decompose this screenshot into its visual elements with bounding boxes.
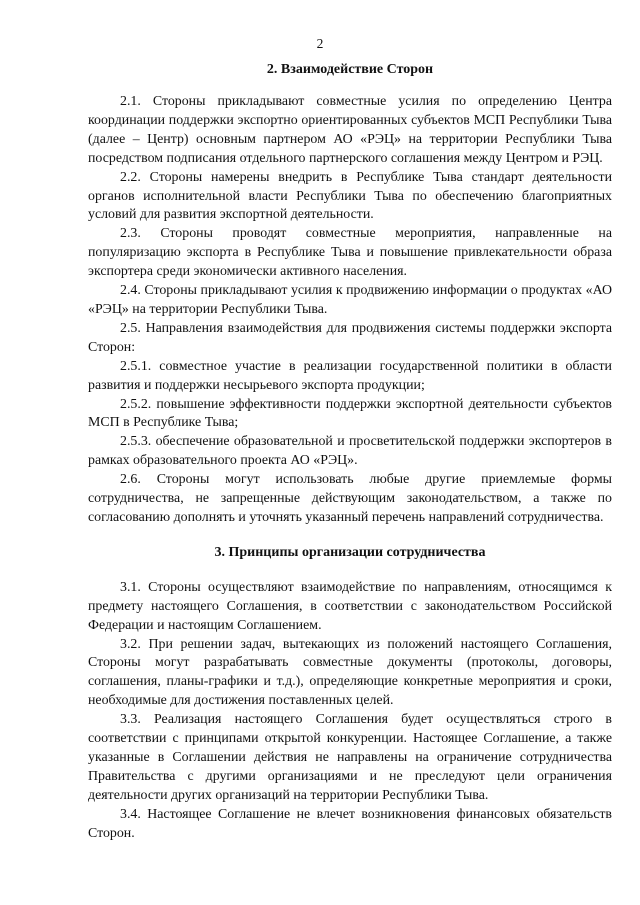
paragraph-3-4: 3.4. Настоящее Соглашение не влечет возникновения финансовых обязательств Сторон.: [88, 806, 612, 841]
page-number: 2: [316, 36, 324, 51]
paragraph-2-5-3: 2.5.3. обеспечение образовательной и просветительской поддержки экспортеров в рамках образовательного проекта АО «РЭЦ».: [88, 434, 612, 469]
paragraph-2-5-1: 2.5.1. совместное участие в реализации государственной политики в области развития и поддержки несырьевого экспорта продукции;: [88, 358, 612, 393]
paragraph-2-3: 2.3. Стороны проводят совместные мероприятия, направленные на популяризацию экспорта в Республике Тыва и повышение привлекательности образа экспортера среди экономически активного населения.: [88, 226, 612, 280]
section-3-heading: 3. Принципы организации сотрудничества: [214, 544, 486, 560]
document-body: [88, 60, 612, 844]
paragraph-2-1: 2.1. Стороны прикладывают совместные усилия по определению Центра координации поддержки экспортно ориентированных субъектов МСП Республики Тыва (далее – Центр) основным партнером АО «РЭЦ» на территории Республики Тыва посредством подписания отдельного партнерского соглашения между Центром и РЭЦ.: [88, 94, 612, 166]
paragraph-2-4: 2.4. Стороны прикладывают усилия к продвижению информации о продуктах «АО «РЭЦ» на территории Республики Тыва.: [88, 283, 612, 317]
section-3-body: [88, 579, 612, 844]
section-2-heading: 2. Взаимодействие Сторон: [266, 62, 434, 77]
paragraph-2-2: 2.2. Стороны намерены внедрить в Республике Тыва стандарт деятельности органов исполнительной власти Республики Тыва по обеспечению благоприятных условий для развития экспортной деятельности.: [88, 169, 612, 223]
paragraph-3-1: 3.1. Стороны осуществляют взаимодействие по направлениям, относящимся к предмету настоящего Соглашения, в соответствии с законодательством Российской Федерации и настоящим Соглашением.: [88, 579, 612, 633]
paragraph-3-3: 3.3. Реализация настоящего Соглашения будет осуществляться строго в соответствии с принципами открытой конкуренции. Настоящее Соглашение, а также указанные в Соглашении действия не направлены на ограничение сотрудничества Правительства с другими организациями и не преследуют цели ограничения деятельности других организаций на территории Республики Тыва.: [88, 712, 612, 803]
paragraph-3-2: 3.2. При решении задач, вытекающих из положений настоящего Соглашения, Стороны могут разрабатывать совместные документы (протоколы, договоры, соглашения, планы-графики и т.д.), определяющие конкретные мероприятия и сроки, необходимые для достижения поставленных целей.: [88, 636, 612, 709]
section-2-body: [88, 93, 612, 528]
paragraph-2-6: 2.6. Стороны могут использовать любые другие приемлемые формы сотрудничества, не запрещенные действующим законодательством, а также по согласованию дополнять и уточнять указанный перечень направлений сотрудничества.: [88, 472, 612, 525]
paragraph-2-5-2: 2.5.2. повышение эффективности поддержки экспортной деятельности субъектов МСП в Республике Тыва;: [88, 396, 612, 431]
paragraph-2-5: 2.5. Направления взаимодействия для продвижения системы поддержки экспорта Сторон:: [88, 320, 612, 355]
